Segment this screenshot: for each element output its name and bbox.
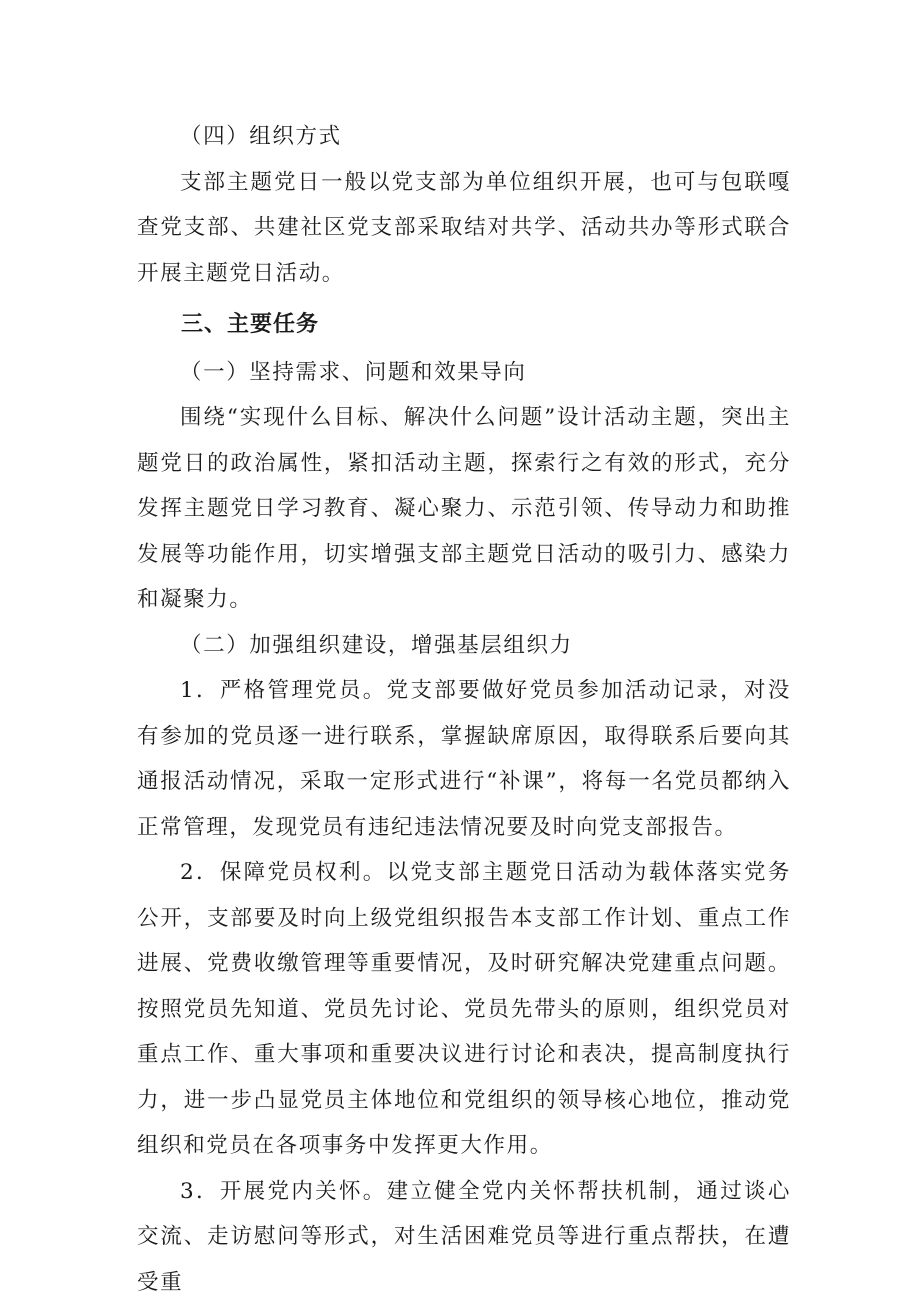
item-3-paragraph: 3．开展党内关怀。建立健全党内关怀帮扶机制，通过谈心交流、走访慰问等形式，对生活困难党员等进行重点帮扶，在遭受重 [137, 1169, 791, 1305]
subsection-2-heading: （二）加强组织建设，增强基层组织力 [137, 623, 791, 669]
document-body [137, 114, 791, 1305]
part-3-heading: 三、主要任务 [137, 302, 791, 348]
section-4-heading: （四）组织方式 [137, 114, 791, 160]
item-1-paragraph: 1．严格管理党员。党支部要做好党员参加活动记录，对没有参加的党员逐一进行联系，掌握缺席原因，取得联系后要向其通报活动情况，采取一定形式进行“补课”，将每一名党员都纳入正常管理，发现党员有违纪违法情况要及时向党支部报告。 [137, 668, 791, 850]
section-4-paragraph: 支部主题党日一般以党支部为单位组织开展，也可与包联嘎查党支部、共建社区党支部采取结对共学、活动共办等形式联合开展主题党日活动。 [137, 160, 791, 297]
item-2-paragraph: 2．保障党员权利。以党支部主题党日活动为载体落实党务公开，支部要及时向上级党组织报告本支部工作计划、重点工作进展、党费收缴管理等重要情况，及时研究解决党建重点问题。按照党员先知道、党员先讨论、党员先带头的原则，组织党员对重点工作、重大事项和重要决议进行讨论和表决，提高制度执行力，进一步凸显党员主体地位和党组织的领导核心地位，推动党组织和党员在各项事务中发挥更大作用。 [137, 850, 791, 1169]
subsection-1-paragraph: 围绕“实现什么目标、解决什么问题”设计活动主题，突出主题党日的政治属性，紧扣活动主题，探索行之有效的形式，充分发挥主题党日学习教育、凝心聚力、示范引领、传导动力和助推发展等功能作用，切实增强支部主题党日活动的吸引力、感染力和凝聚力。 [137, 395, 791, 623]
subsection-1-heading: （一）坚持需求、问题和效果导向 [137, 350, 791, 396]
